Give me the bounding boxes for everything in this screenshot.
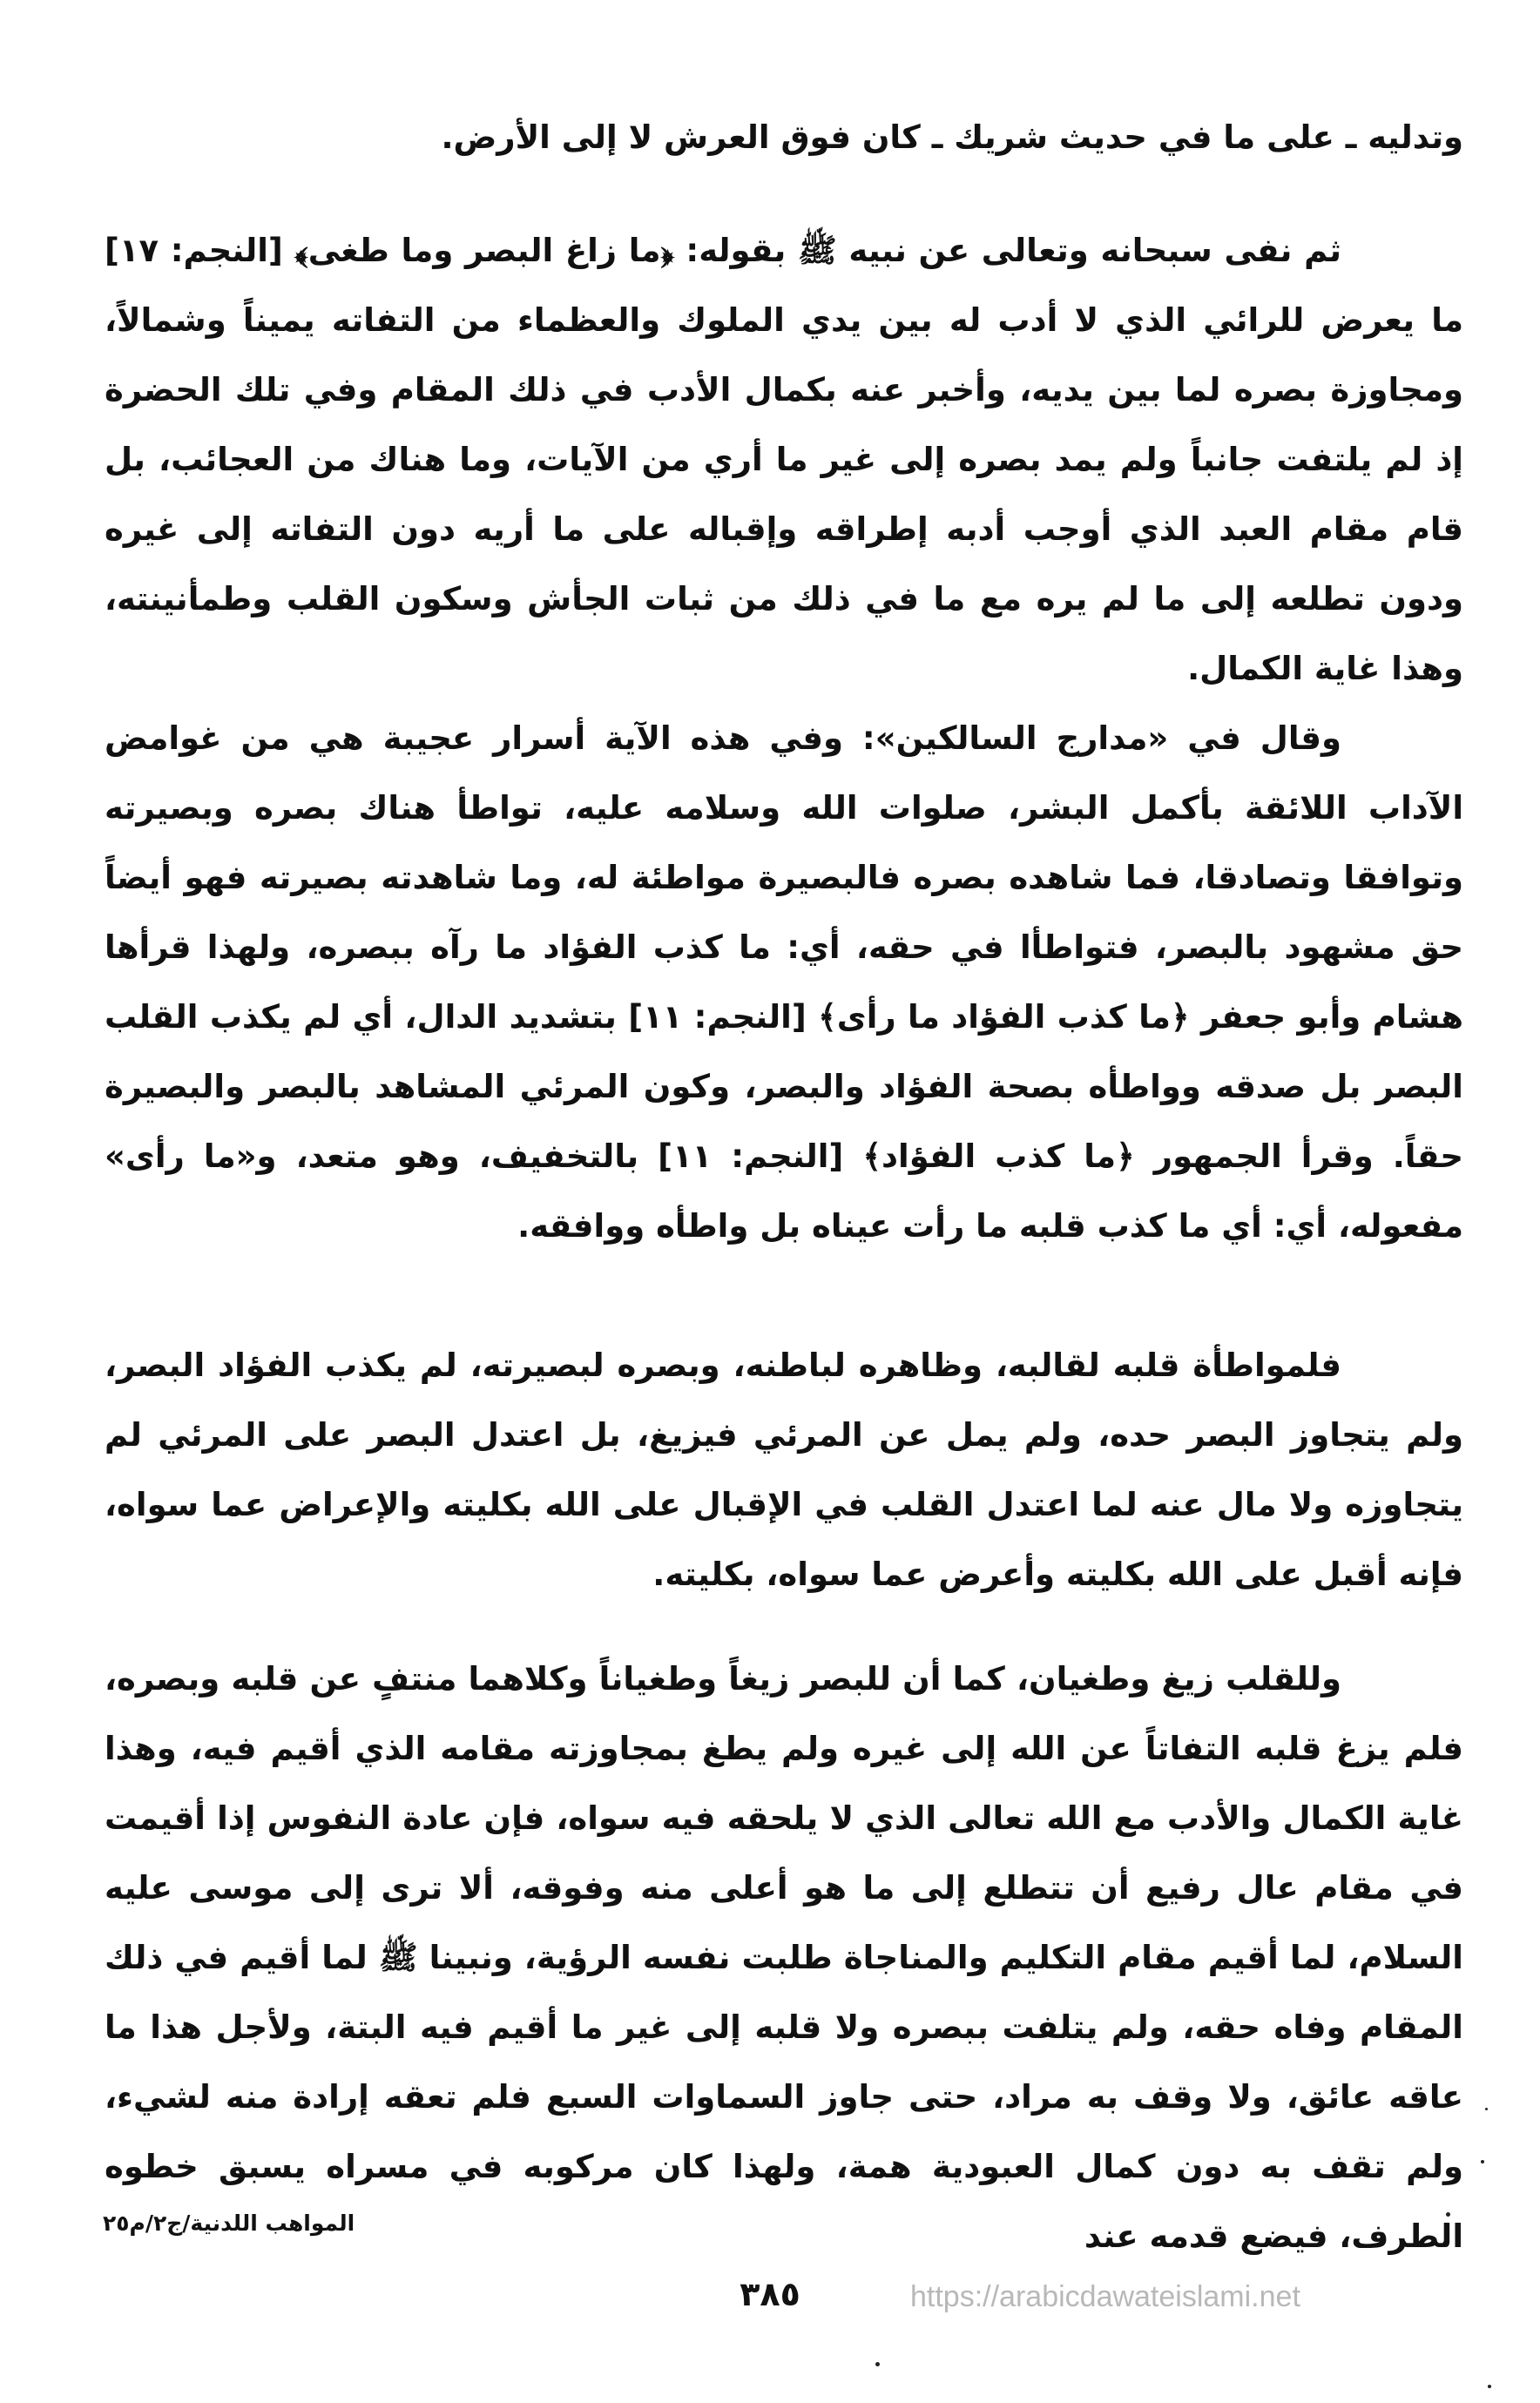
scan-speck bbox=[1481, 2160, 1484, 2163]
paragraph-text: فلمواطأة قلبه لقالبه، وظاهره لباطنه، وبصره لبصيرته، لم يكذب الفؤاد البصر، ولم يتجاوز البصر حده، ولم يمل عن المرئي فيزيغ، بل اعتدل البصر على المرئي لم يتجاوزه ولا مال عنه لما اعتدل القلب في الإقبال على الله بكليته والإعراض عما سواه، فإنه أقبل على الله بكليته وأعرض عما سواه، بكليته. bbox=[105, 1347, 1463, 1593]
paragraph-1 bbox=[105, 216, 1463, 704]
scan-speck bbox=[875, 2362, 880, 2366]
signature-reference: المواهب اللدنية/ج٢/م٢٥ bbox=[103, 2211, 355, 2236]
paragraph-text: وتدليه ـ على ما في حديث شريك ـ كان فوق العرش لا إلى الأرض. bbox=[441, 118, 1463, 156]
page-number: ٣٨٥ bbox=[740, 2275, 800, 2313]
paragraph-3 bbox=[105, 1331, 1463, 1610]
scan-speck bbox=[1488, 2385, 1491, 2388]
paragraph-2 bbox=[105, 704, 1463, 1261]
scan-speck bbox=[1446, 2212, 1450, 2217]
paragraph-text: وقال في «مدارج السالكين»: وفي هذه الآية أسرار عجيبة هي من غوامض الآداب اللائقة بأكمل البشر، صلوات الله وسلامه عليه، تواطأ هناك بصره وبصيرته وتوافقا وتصادقا، فما شاهده بصره فالبصيرة مواطئة له، وما شاهدته بصيرته فهو أيضاً حق مشهود بالبصر، فتواطأا في حقه، أي: ما كذب الفؤاد ما رآه ببصره، ولهذا قرأها هشام وأبو جعفر ﴿ما كذب الفؤاد ما رأى﴾ [النجم: ١١] بتشديد الدال، أي لم يكذب القلب البصر بل صدقه وواطأه بصحة الفؤاد والبصر، وكون المرئي المشاهد بالبصر والبصيرة حقاً. وقرأ الجمهور ﴿ما كذب الفؤاد﴾ [النجم: ١١] بالتخفيف، وهو متعد، و«ما رأى» مفعوله، أي: أي ما كذب قلبه ما رأت عيناه بل واطأه ووافقه. bbox=[105, 719, 1463, 1245]
paragraph-4 bbox=[105, 1644, 1463, 2271]
paragraph-text: وللقلب زيغ وطغيان، كما أن للبصر زيغاً وطغياناً وكلاهما منتفٍ عن قلبه وبصره، فلم يزغ قلبه التفاتاً عن الله إلى غيره ولم يطغ بمجاوزته مقامه الذي أقيم فيه، وهذا غاية الكمال والأدب مع الله تعالى الذي لا يلحقه فيه سواه، فإن عادة النفوس إذا أقيمت في مقام عال رفيع أن تتطلع إلى ما هو أعلى منه وفوقه، ألا ترى إلى موسى عليه السلام، لما أقيم مقام التكليم والمناجاة طلبت نفسه الرؤية، ونبينا ﷺ لما أقيم في ذلك المقام وفاه حقه، ولم يتلفت ببصره ولا قلبه إلى غير ما أقيم فيه البتة، ولأجل هذا ما عاقه عائق، ولا وقف به مراد، حتى جاوز السماوات السبع فلم تعقه إرادة منه لشيء، ولم تقف به دون كمال العبودية همة، ولهذا كان مركوبه في مسراه يسبق خطوه الطرف، فيضع قدمه عند bbox=[105, 1660, 1463, 2255]
watermark-url: https://arabicdawateislami.net bbox=[910, 2280, 1300, 2313]
paragraph-continuation bbox=[105, 103, 1463, 172]
paragraph-text: ثم نفى سبحانه وتعالى عن نبيه ﷺ بقوله: ﴿ما زاغ البصر وما طغى﴾ [النجم: ١٧] ما يعرض للرائي الذي لا أدب له بين يدي الملوك والعظماء من التفاته يميناً وشمالاً، ومجاوزة بصره لما بين يديه، وأخبر عنه بكمال الأدب في ذلك المقام وفي تلك الحضرة إذ لم يلتفت جانباً ولم يمد بصره إلى غير ما أري من الآيات، وما هناك من العجائب، بل قام مقام العبد الذي أوجب أدبه إطراقه وإقباله على ما أريه دون التفاته إلى غيره ودون تطلعه إلى ما لم يره مع ما في ذلك من ثبات الجأش وسكون القلب وطمأنينته، وهذا غاية الكمال. bbox=[105, 232, 1463, 687]
scan-speck bbox=[1485, 2108, 1488, 2110]
